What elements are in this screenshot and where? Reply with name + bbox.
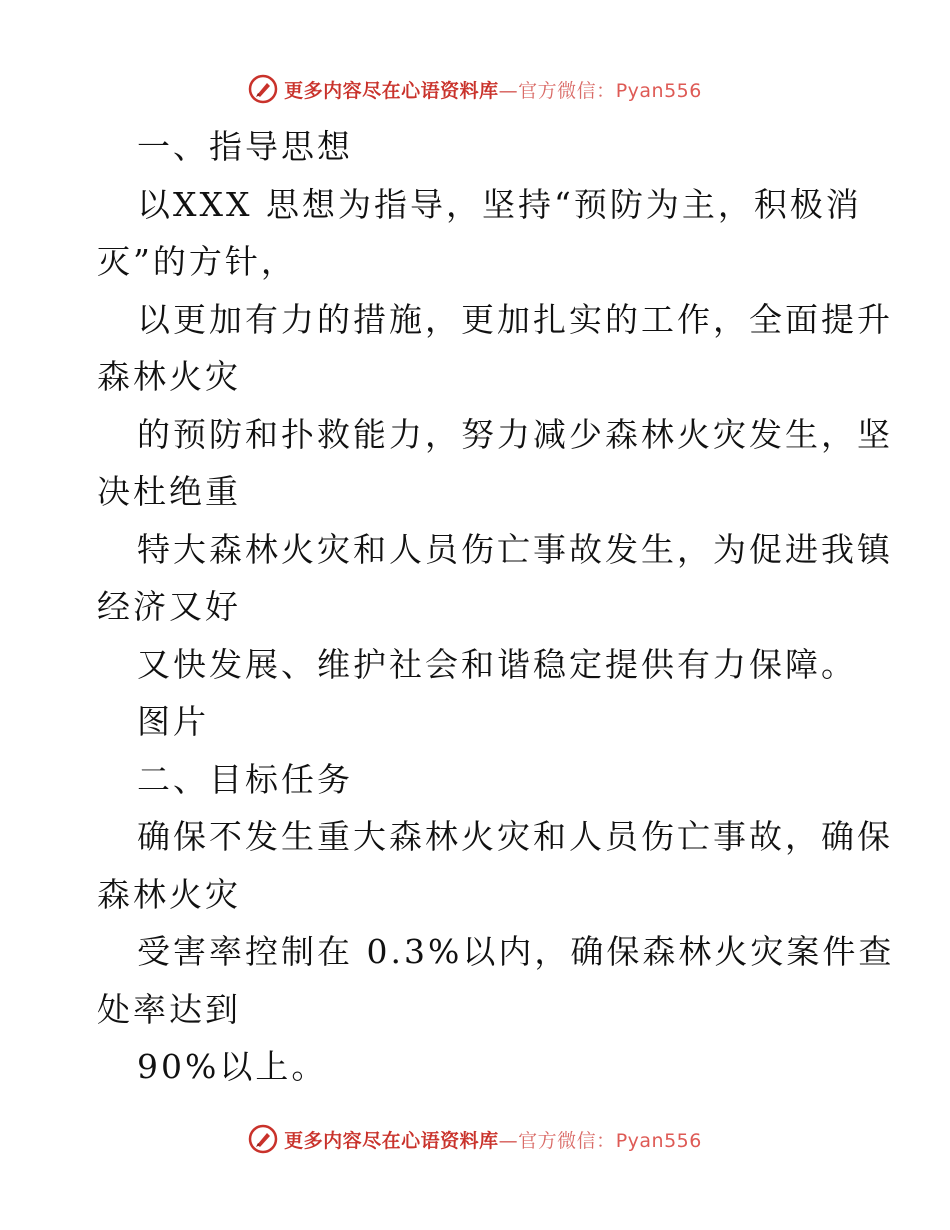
- document-body: [97, 118, 895, 1096]
- paragraph-line: 处率达到: [97, 989, 241, 1029]
- header-watermark: [0, 72, 950, 106]
- watermark-main: 更多内容尽在心语资料库: [284, 1129, 499, 1152]
- image-placeholder-label: 图片: [137, 702, 209, 741]
- paragraph-line: 特大森林火灾和人员伤亡事故发生，为促进我镇: [137, 529, 893, 569]
- footer-watermark: [0, 1122, 950, 1156]
- paragraph-line: 的预防和扑救能力，努力减少森林火灾发生，坚: [137, 414, 893, 454]
- watermark-id: Pyan556: [615, 1129, 702, 1152]
- section-heading: 二、目标任务: [137, 759, 353, 799]
- paragraph-line: 以更加有力的措施，更加扎实的工作，全面提升: [137, 299, 893, 339]
- paragraph-line: 又快发展、维护社会和谐稳定提供有力保障。: [137, 644, 857, 684]
- section-heading: 一、指导思想: [137, 127, 353, 166]
- paragraph-line: 经济又好: [97, 587, 241, 626]
- paragraph-line: 以XXX 思想为指导，坚持“预防为主，积极消: [137, 184, 862, 224]
- watermark-sub: 官方微信：: [518, 79, 616, 102]
- watermark-sub: 官方微信：: [518, 1129, 616, 1152]
- paragraph-line: 灭”的方针，: [97, 242, 297, 281]
- watermark-id: Pyan556: [615, 79, 702, 102]
- watermark-dash: —: [498, 1129, 519, 1152]
- pen-logo-icon: [248, 1124, 278, 1154]
- watermark-text: [284, 76, 702, 103]
- paragraph-line: 决杜绝重: [97, 472, 241, 511]
- pen-logo-icon: [248, 74, 278, 104]
- watermark-text: [284, 1126, 702, 1153]
- paragraph-line: 森林火灾: [97, 874, 241, 914]
- paragraph-line: 受害率控制在 0.3%以内，确保森林火灾案件查: [137, 932, 895, 971]
- paragraph-line: 90%以上。: [137, 1047, 328, 1086]
- paragraph-line: 森林火灾: [97, 357, 241, 396]
- watermark-main: 更多内容尽在心语资料库: [284, 79, 499, 102]
- paragraph-line: 确保不发生重大森林火灾和人员伤亡事故，确保: [137, 817, 893, 856]
- watermark-dash: —: [498, 79, 519, 102]
